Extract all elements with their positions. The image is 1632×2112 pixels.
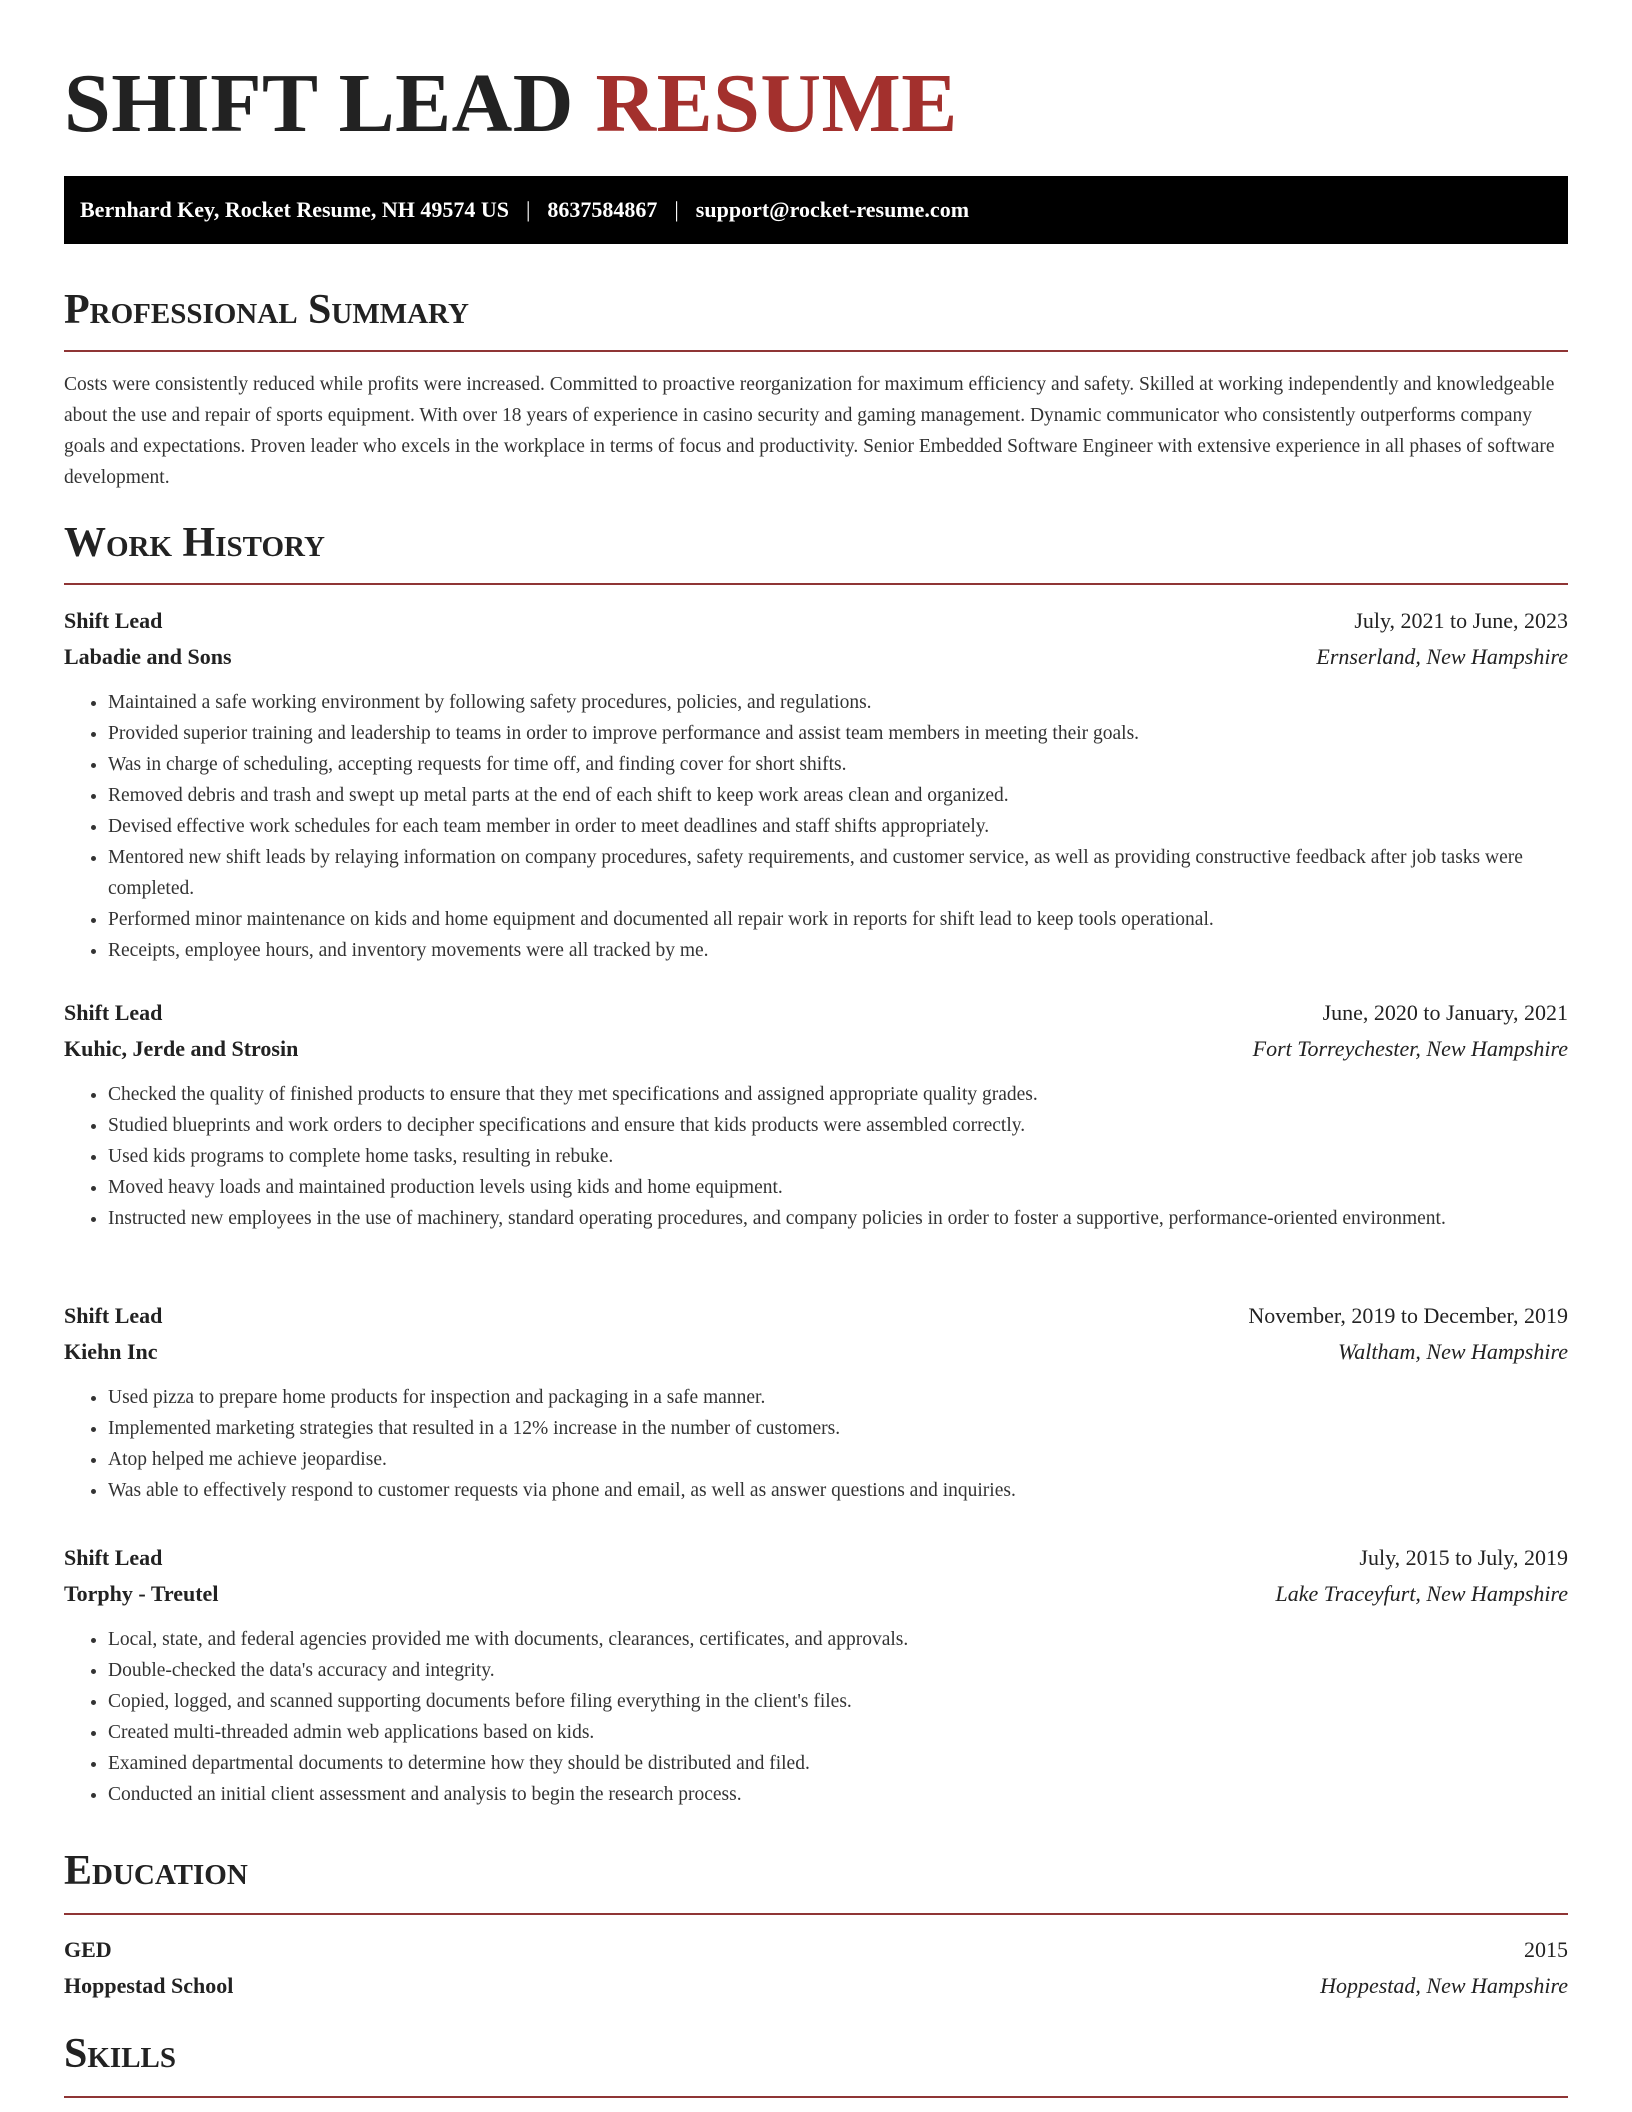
section-heading-education: Education (64, 1845, 1568, 1915)
job-dates: July, 2015 to July, 2019 (1359, 1545, 1568, 1570)
job-bullet: • Instructed new employees in the use of machinery, standard operating procedures, and company policies in order to foster a supportive, performance-oriented environment. (108, 1203, 1568, 1234)
section-heading-summary: Professional Summary (64, 284, 1568, 352)
job-company: Labadie and Sons (64, 644, 232, 669)
job-company: Kuhic, Jerde and Strosin (64, 1036, 299, 1061)
job-bullet: • Conducted an initial client assessment and analysis to begin the research process. (108, 1779, 1568, 1810)
job-dates: June, 2020 to January, 2021 (1322, 1000, 1568, 1025)
job-location: Fort Torreychester, New Hampshire (1252, 1036, 1568, 1061)
job-company: Kiehn Inc (64, 1339, 158, 1364)
job-bullets (64, 1624, 1568, 1810)
job-bullet: • Provided superior training and leadership to teams in order to improve performance and assist team members in meeting their goals. (108, 718, 1568, 749)
job-dates: November, 2019 to December, 2019 (1248, 1303, 1568, 1328)
job-bullet: • Implemented marketing strategies that resulted in a 12% increase in the number of customers. (108, 1413, 1568, 1444)
education-year: 2015 (1524, 1937, 1568, 1962)
job-bullet: • Used pizza to prepare home products for inspection and packaging in a safe manner. (108, 1382, 1568, 1413)
job-bullet: • Atop helped me achieve jeopardise. (108, 1444, 1568, 1475)
job-bullet: • Studied blueprints and work orders to decipher specifications and ensure that kids products were assembled correctly. (108, 1110, 1568, 1141)
contact-separator: | (525, 197, 531, 222)
contact-address: Bernhard Key, Rocket Resume, NH 49574 US (80, 197, 509, 222)
job-company: Torphy - Treutel (64, 1581, 219, 1606)
contact-bar (64, 176, 1568, 244)
job-bullet: • Local, state, and federal agencies provided me with documents, clearances, certificates, and approvals. (108, 1624, 1568, 1655)
job-bullet: • Used kids programs to complete home tasks, resulting in rebuke. (108, 1141, 1568, 1172)
job-title: Shift Lead (64, 1000, 163, 1025)
education-school: Hoppestad School (64, 1973, 234, 1998)
job-bullet: • Examined departmental documents to determine how they should be distributed and filed. (108, 1748, 1568, 1779)
title-resume-word: RESUME (595, 57, 958, 150)
job-bullet: • Created multi-threaded admin web applications based on kids. (108, 1717, 1568, 1748)
section-heading-work-history: Work History (64, 517, 1568, 585)
job-bullet: • Was able to effectively respond to customer requests via phone and email, as well as answer questions and inquiries. (108, 1475, 1568, 1506)
job-bullet: • Copied, logged, and scanned supporting documents before filing everything in the client's files. (108, 1686, 1568, 1717)
job-bullets (64, 1079, 1568, 1234)
job-bullet: • Devised effective work schedules for each team member in order to meet deadlines and staff shifts appropriately. (108, 811, 1568, 842)
education-degree: GED (64, 1937, 112, 1962)
job-bullet: • Performed minor maintenance on kids and home equipment and documented all repair work in reports for shift lead to keep tools operational. (108, 904, 1568, 935)
job-entry (64, 1298, 1568, 1506)
job-bullet: • Mentored new shift leads by relaying information on company procedures, safety requirements, and customer service, as well as providing constructive feedback after job tasks were completed. (108, 842, 1568, 904)
contact-separator: | (674, 197, 679, 222)
job-location: Waltham, New Hampshire (1338, 1339, 1568, 1364)
contact-email: support@rocket-resume.com (695, 197, 970, 222)
job-dates: July, 2021 to June, 2023 (1354, 608, 1568, 633)
section-heading-skills: Skills (64, 2028, 1568, 2098)
job-bullets (64, 1382, 1568, 1506)
job-bullet: • Checked the quality of finished products to ensure that they met specifications and assigned appropriate quality grades. (108, 1079, 1568, 1110)
job-bullet: • Was in charge of scheduling, accepting requests for time off, and finding cover for short shifts. (108, 749, 1568, 780)
summary-text: Costs were consistently reduced while profits were increased. Committed to proactive reorganization for maximum efficiency and safety. Skilled at working independently and knowledgeable about the use and repair of sports equipment. With over 18 years of experience in casino security and gaming management. Dynamic communicator who consistently outperforms company goals and expectations. Proven leader who excels in the workplace in terms of focus and productivity. Senior Embedded Software Engineer with extensive experience in all phases of software development. (64, 374, 1555, 488)
education-entry (64, 1932, 1568, 2004)
education-location: Hoppestad, New Hampshire (1320, 1973, 1568, 1998)
job-bullet: • Receipts, employee hours, and inventory movements were all tracked by me. (108, 935, 1568, 966)
job-bullet: • Moved heavy loads and maintained production levels using kids and home equipment. (108, 1172, 1568, 1203)
job-location: Ernserland, New Hampshire (1316, 644, 1568, 669)
job-entry (64, 1540, 1568, 1810)
job-entry (64, 995, 1568, 1234)
job-bullet: • Maintained a safe working environment by following safety procedures, policies, and regulations. (108, 687, 1568, 718)
job-title: Shift Lead (64, 1545, 163, 1570)
job-bullet: • Removed debris and trash and swept up metal parts at the end of each shift to keep work areas clean and organized. (108, 780, 1568, 811)
contact-phone: 8637584867 (547, 197, 658, 222)
job-title: Shift Lead (64, 1303, 163, 1328)
job-location: Lake Traceyfurt, New Hampshire (1275, 1581, 1568, 1606)
job-title: Shift Lead (64, 608, 163, 633)
job-bullets (64, 687, 1568, 966)
job-bullet: • Double-checked the data's accuracy and integrity. (108, 1655, 1568, 1686)
resume-title (64, 54, 958, 154)
job-entry (64, 603, 1568, 966)
title-role: SHIFT LEAD (64, 57, 574, 150)
